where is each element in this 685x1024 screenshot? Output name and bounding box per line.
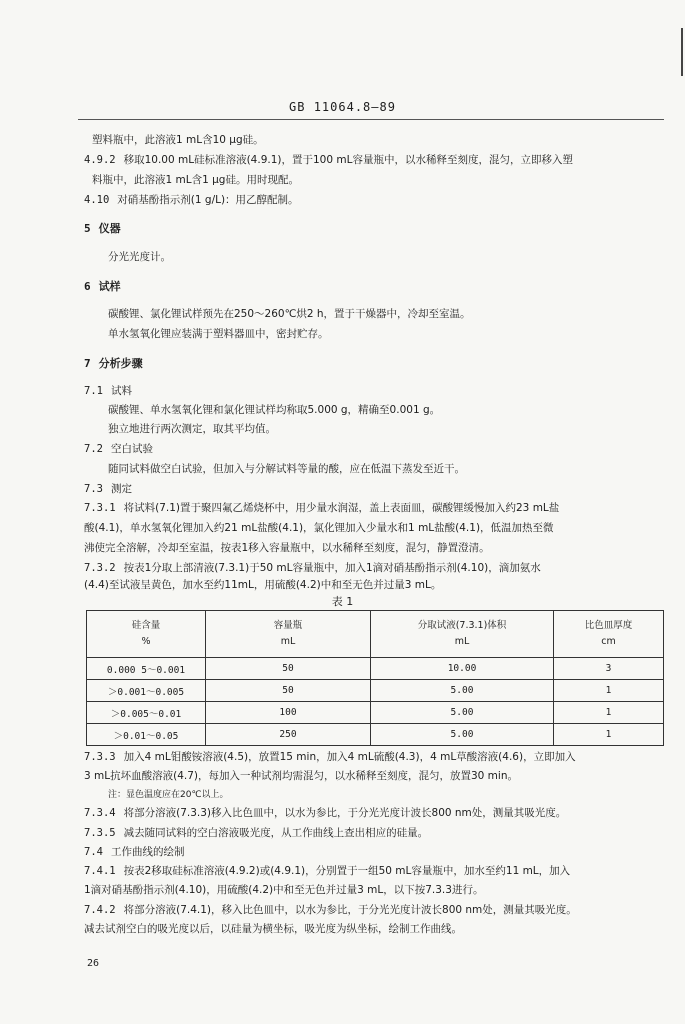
subsection-heading: 7.1 试料 (84, 385, 132, 397)
section-heading: 6 试样 (84, 280, 121, 293)
table-header-cell: 比色皿厚度 cm (554, 611, 664, 658)
table-header-cell: 容量瓶 mL (206, 611, 371, 658)
text-line: 3 mL抗坏血酸溶液(4.7)，每加入一种试剂均需混匀，以水稀释至刻度，混匀，放置30 min。 (84, 770, 518, 782)
page-number: 26 (87, 958, 100, 969)
subsection-heading: 7.4 工作曲线的绘制 (84, 846, 185, 858)
table-row: 0.000 5～0.001 50 10.00 3 (87, 658, 664, 680)
text-line: 减去试剂空白的吸光度以后，以硅量为横坐标，吸光度为纵坐标，绘制工作曲线。 (84, 923, 462, 935)
text-line: 4.10 对硝基酚指示剂(1 g/L)：用乙醇配制。 (84, 194, 299, 206)
table-header-cell: 硅含量 % (87, 611, 206, 658)
table-caption: 表 1 (331, 595, 354, 608)
text-line: 7.3.5 减去随同试料的空白溶液吸光度，从工作曲线上查出相应的硅量。 (84, 827, 429, 839)
text-line: 1滴对硝基酚指示剂(4.10)，用硫酸(4.2)中和至无色并过量3 mL，以下按7.3.3进行。 (84, 884, 484, 896)
subsection-heading: 7.2 空白试验 (84, 443, 153, 455)
text-line: 随同试料做空白试验，但加入与分解试料等量的酸，应在低温下蒸发至近干。 (108, 463, 465, 475)
text-line: 单水氢氧化锂应装满于塑料器皿中，密封贮存。 (108, 328, 329, 340)
text-line: (4.4)至试液呈黄色，加水至约11mL，用硫酸(4.2)中和至无色并过量3 mL。 (84, 579, 442, 591)
table-row: ＞0.01～0.05 250 5.00 1 (87, 724, 664, 746)
text-line: 碳酸锂、氯化锂试样预先在250～260℃烘2 h，置于干燥器中，冷却至室温。 (108, 308, 471, 320)
text-line: 沸使完全溶解，冷却至室温，按表1移入容量瓶中，以水稀释至刻度，混匀，静置澄清。 (84, 542, 490, 554)
text-line: 7.4.1 按表2移取硅标准溶液(4.9.2)或(4.9.1)，分别置于一组50 mL容量瓶中，加水至约11 mL，加入 (84, 865, 571, 877)
text-line: 7.4.2 将部分溶液(7.4.1)，移入比色皿中，以水为参比，于分光光度计波长800 nm处，测量其吸光度。 (84, 904, 577, 916)
subsection-heading: 7.3 测定 (84, 483, 132, 495)
note-line: 注：显色温度应在20℃以上。 (108, 790, 229, 800)
scan-edge-mark (681, 28, 683, 76)
table-row: ＞0.001～0.005 50 5.00 1 (87, 680, 664, 702)
silicon-content-table (86, 610, 664, 746)
header-rule (78, 119, 664, 120)
text-line: 7.3.2 按表1分取上部清液(7.3.1)于50 mL容量瓶中，加入1滴对硝基酚指示剂(4.10)，滴加氨水 (84, 562, 541, 574)
text-line: 7.3.3 加入4 mL钼酸铵溶液(4.5)，放置15 min，加入4 mL硫酸(4.3)，4 mL草酸溶液(4.6)，立即加入 (84, 751, 576, 763)
text-line: 独立地进行两次测定，取其平均值。 (108, 423, 276, 435)
section-heading: 7 分析步骤 (84, 357, 143, 370)
text-line: 塑料瓶中，此溶液1 mL含10 μg硅。 (92, 134, 264, 146)
text-line: 酸(4.1)，单水氢氧化锂加入约21 mL盐酸(4.1)，氯化锂加入少量水和1 mL盐酸(4.1)，低温加热至微 (84, 522, 554, 534)
text-line: 料瓶中，此溶液1 mL含1 μg硅。用时现配。 (92, 174, 299, 186)
table-header-cell: 分取试液(7.3.1)体积 mL (371, 611, 554, 658)
table-row: ＞0.005～0.01 100 5.00 1 (87, 702, 664, 724)
text-line: 7.3.4 将部分溶液(7.3.3)移入比色皿中，以水为参比，于分光光度计波长800 nm处，测量其吸光度。 (84, 807, 567, 819)
section-heading: 5 仪器 (84, 222, 121, 235)
text-line: 分光光度计。 (108, 251, 171, 263)
text-line: 7.3.1 将试料(7.1)置于聚四氟乙烯烧杯中，用少量水润湿，盖上表面皿，碳酸锂缓慢加入约23 mL盐 (84, 502, 560, 514)
page-header: GB 11064.8—89 (289, 100, 396, 114)
text-line: 碳酸锂、单水氢氧化锂和氯化锂试样均称取5.000 g，精确至0.001 g。 (108, 404, 441, 416)
text-line: 4.9.2 移取10.00 mL硅标准溶液(4.9.1)，置于100 mL容量瓶中，以水稀释至刻度，混匀，立即移入塑 (84, 154, 573, 166)
